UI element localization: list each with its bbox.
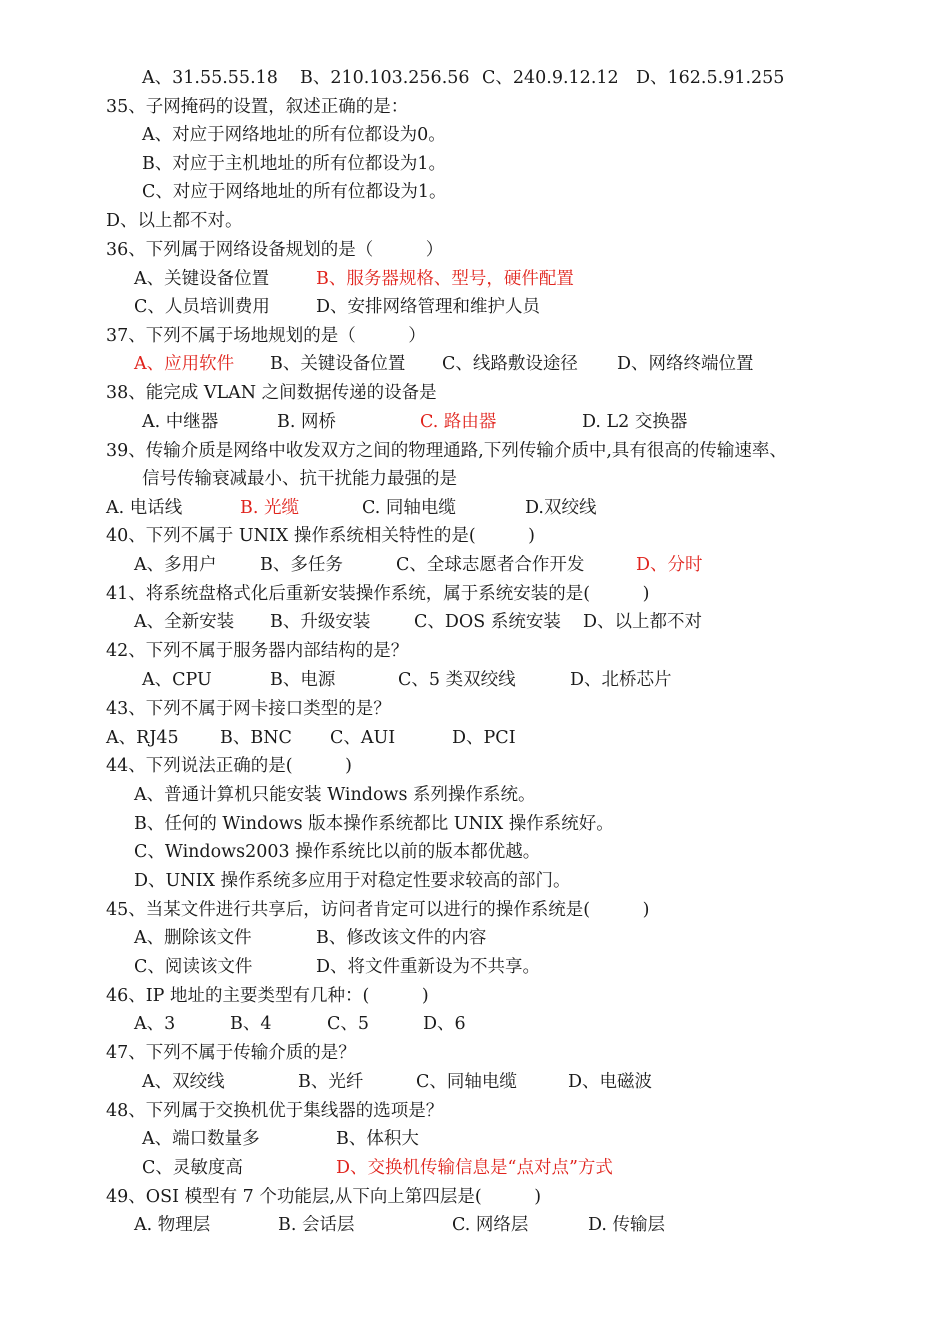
q38-option-c-answer: C. 路由器 (420, 412, 497, 432)
q48-option-d-answer: D、交换机传输信息是“点对点”方式 (336, 1158, 613, 1178)
q45-option-c: C、阅读该文件 (134, 957, 253, 977)
q42-stem: 42、下列不属于服务器内部结构的是？ (106, 641, 409, 661)
q43-option-c: C、AUI (330, 728, 396, 748)
q43-option-d: D、PCI (452, 728, 516, 748)
q47-option-d: D、电磁波 (568, 1072, 653, 1092)
q39-option-a: A. 电话线 (106, 498, 183, 518)
q41-option-c: C、DOS 系统安装 (414, 612, 561, 632)
q42-option-b: B、电源 (270, 670, 336, 690)
q41-option-b: B、升级安装 (270, 612, 371, 632)
q49-option-b: B. 会话层 (278, 1215, 355, 1235)
q48-option-c: C、灵敏度高 (142, 1158, 243, 1178)
q48-stem: 48、下列属于交换机优于集线器的选项是？ (106, 1101, 444, 1121)
q35-option-d: D、以上都不对。 (106, 211, 243, 231)
q44-option-d: D、UNIX 操作系统多应用于对稳定性要求较高的部门。 (134, 871, 571, 891)
q46-option-c: C、5 (327, 1014, 370, 1034)
q34-option-d: D、162.5.91.255 (636, 68, 785, 88)
q34-option-b: B、210.103.256.56 (300, 68, 470, 88)
q44-option-c: C、Windows2003 操作系统比以前的版本都优越。 (134, 842, 541, 862)
q44-option-a: A、普通计算机只能安装 Windows 系列操作系统。 (134, 785, 536, 805)
q47-option-b: B、光纤 (298, 1072, 364, 1092)
q39-option-b-answer: B. 光缆 (240, 498, 299, 518)
q34-option-c: C、240.9.12.12 (482, 68, 619, 88)
q48-option-b: B、体积大 (336, 1129, 419, 1149)
q35-option-a: A、对应于网络地址的所有位都设为0。 (142, 125, 446, 145)
q45-option-d: D、将文件重新设为不共享。 (316, 957, 541, 977)
q41-option-d: D、以上都不对 (583, 612, 703, 632)
q43-option-a: A、RJ45 (106, 728, 179, 748)
q37-option-b: B、关键设备位置 (270, 354, 406, 374)
q39-option-d: D.双绞线 (525, 498, 597, 518)
q47-option-c: C、同轴电缆 (416, 1072, 517, 1092)
q37-option-d: D、网络终端位置 (617, 354, 754, 374)
q44-option-b: B、任何的 Windows 版本操作系统都比 UNIX 操作系统好。 (134, 814, 614, 834)
q45-option-b: B、修改该文件的内容 (316, 928, 487, 948)
q42-option-c: C、5 类双绞线 (398, 670, 516, 690)
q35-stem: 35、子网掩码的设置，叙述正确的是： (106, 97, 409, 117)
q43-option-b: B、BNC (220, 728, 292, 748)
q40-option-c: C、全球志愿者合作开发 (396, 555, 585, 575)
q46-option-a: A、3 (134, 1014, 176, 1034)
q49-option-c: C. 网络层 (452, 1215, 529, 1235)
q45-stem: 45、当某文件进行共享后，访问者肯定可以进行的操作系统是( ) (106, 900, 650, 920)
q35-option-c: C、对应于网络地址的所有位都设为1。 (142, 182, 447, 202)
q48-option-a: A、端口数量多 (142, 1129, 260, 1149)
q37-option-a-answer: A、应用软件 (134, 354, 235, 374)
q42-option-a: A、CPU (142, 670, 212, 690)
q36-option-d: D、安排网络管理和维护人员 (316, 297, 541, 317)
q40-option-a: A、多用户 (134, 555, 217, 575)
q46-option-b: B、4 (230, 1014, 272, 1034)
q37-stem: 37、下列不属于场地规划的是（ ） (106, 326, 426, 346)
q47-stem: 47、下列不属于传输介质的是？ (106, 1043, 356, 1063)
q36-option-c: C、人员培训费用 (134, 297, 270, 317)
q36-option-a: A、关键设备位置 (134, 269, 270, 289)
q40-option-b: B、多任务 (260, 555, 343, 575)
q41-option-a: A、全新安装 (134, 612, 235, 632)
q46-option-d: D、6 (423, 1014, 466, 1034)
q49-option-a: A. 物理层 (134, 1215, 211, 1235)
q43-stem: 43、下列不属于网卡接口类型的是？ (106, 699, 391, 719)
q47-option-a: A、双绞线 (142, 1072, 225, 1092)
q39-stem-line2: 信号传输衰减最小、抗干扰能力最强的是 (142, 469, 457, 489)
q49-option-d: D. 传输层 (588, 1215, 666, 1235)
q49-stem: 49、OSI 模型有 7 个功能层,从下向上第四层是( ) (106, 1187, 542, 1207)
q38-stem: 38、能完成 VLAN 之间数据传递的设备是 (106, 383, 437, 403)
q40-stem: 40、下列不属于 UNIX 操作系统相关特性的是( ) (106, 526, 535, 546)
q35-option-b: B、对应于主机地址的所有位都设为1。 (142, 154, 446, 174)
q38-option-b: B. 网桥 (277, 412, 336, 432)
q42-option-d: D、北桥芯片 (570, 670, 672, 690)
q38-option-a: A. 中继器 (142, 412, 219, 432)
q41-stem: 41、将系统盘格式化后重新安装操作系统，属于系统安装的是( ) (106, 584, 650, 604)
q45-option-a: A、删除该文件 (134, 928, 252, 948)
q36-stem: 36、下列属于网络设备规划的是（ ） (106, 240, 444, 260)
q38-option-d: D. L2 交换器 (582, 412, 688, 432)
q39-stem-line1: 39、传输介质是网络中收发双方之间的物理通路,下列传输介质中,具有很高的传输速率、 (106, 441, 787, 461)
q36-option-b-answer: B、服务器规格、型号，硬件配置 (316, 269, 574, 289)
q37-option-c: C、线路敷设途径 (442, 354, 578, 374)
q46-stem: 46、IP 地址的主要类型有几种：( ) (106, 986, 429, 1006)
q44-stem: 44、下列说法正确的是( ) (106, 756, 352, 776)
q40-option-d-answer: D、分时 (636, 555, 703, 575)
q39-option-c: C. 同轴电缆 (362, 498, 456, 518)
q34-option-a: A、31.55.55.18 (142, 68, 278, 88)
